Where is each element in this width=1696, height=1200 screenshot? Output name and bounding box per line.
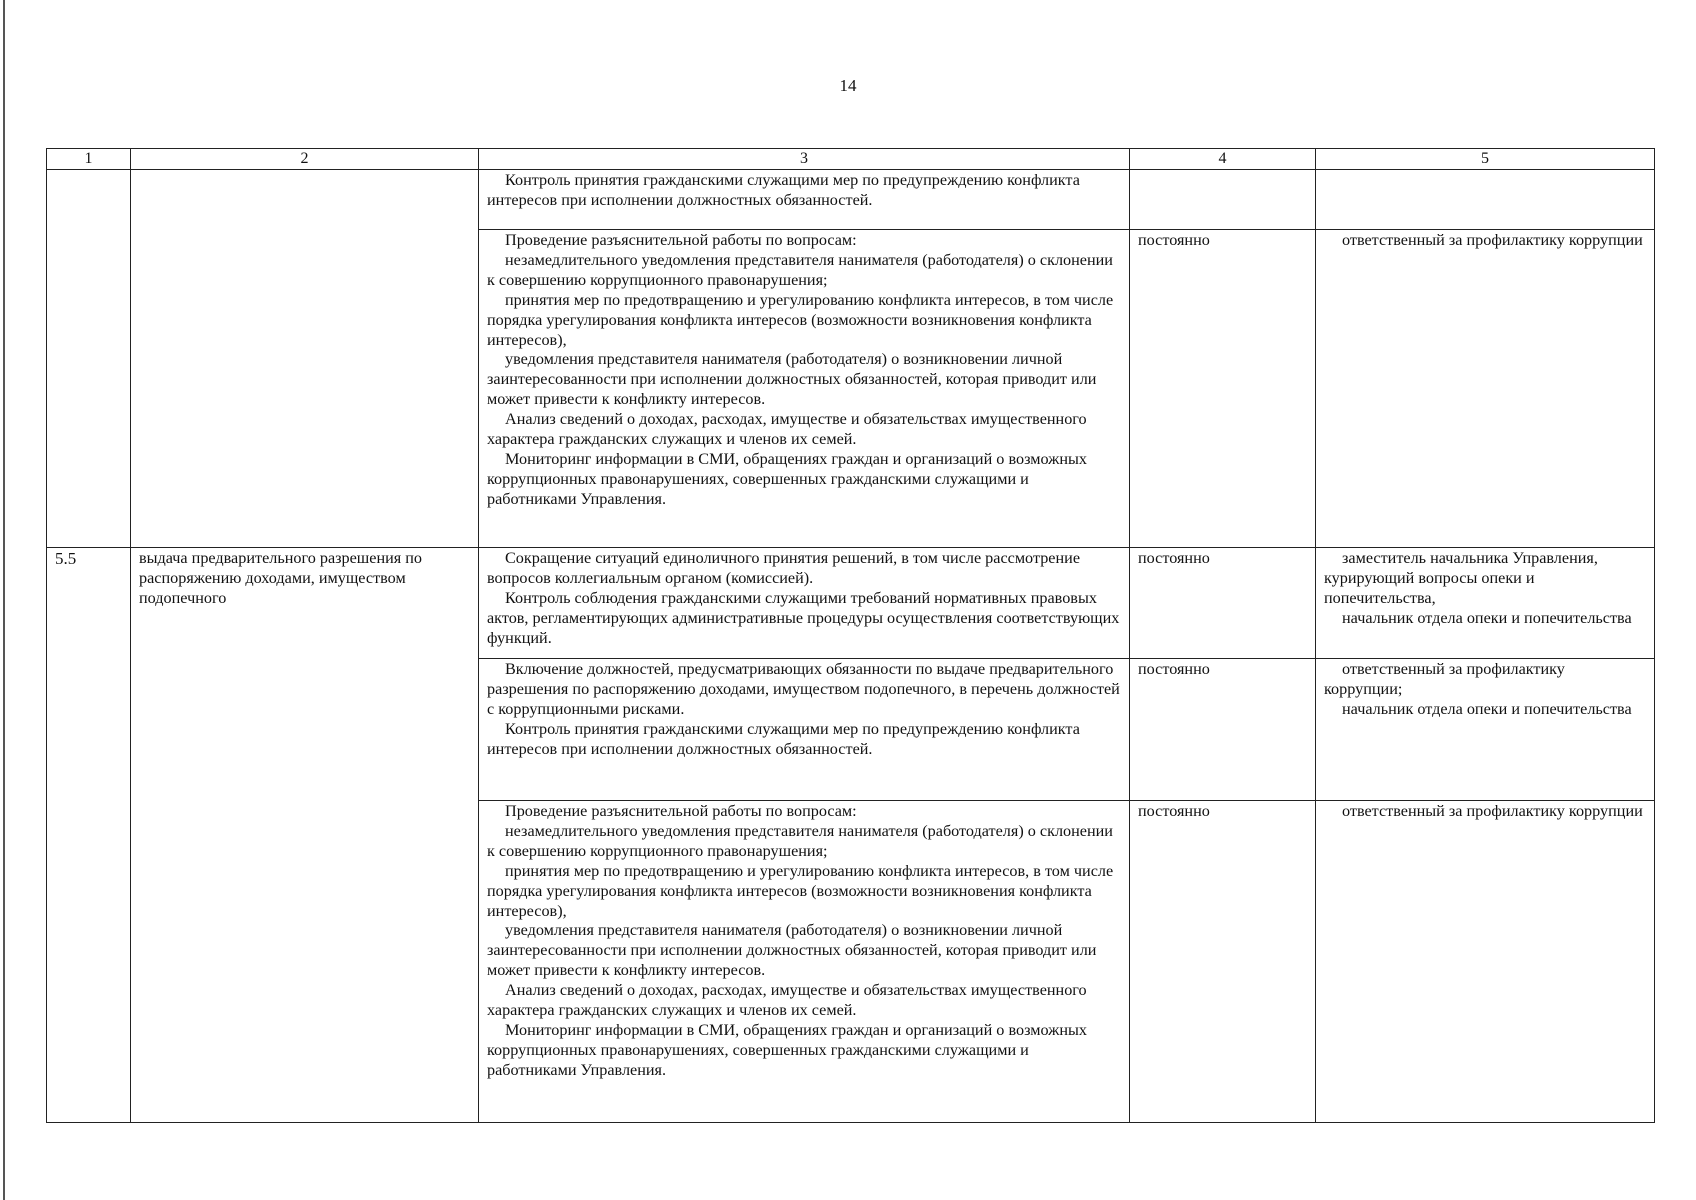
responsible-cell (1316, 548, 1655, 659)
column-header: 2 (131, 149, 479, 170)
responsible-text: заместитель начальника Управления, курирующий вопросы опеки и попечительства, (1324, 549, 1598, 607)
responsible-cell (1316, 659, 1655, 801)
responsible-text: ответственный за профилактику коррупции; (1324, 660, 1565, 698)
measure-text: уведомления представителя нанимателя (работодателя) о возникновении личной заинтересованности при исполнении должностных обязанностей, которая приводит или может привести к конфликту интересов. (487, 350, 1097, 409)
function-cell (131, 170, 479, 548)
measure-text: Сокращение ситуаций единоличного принятия решений, в том числе рассмотрение вопросов коллегиальным органом (комиссией). (487, 549, 1081, 587)
measure-text: Анализ сведений о доходах, расходах, имуществе и обязательствах имущественного характера гражданских служащих и членов их семей. (487, 410, 1087, 449)
table-row (47, 548, 1655, 659)
measure-text: Контроль принятия гражданскими служащими мер по предупреждению конфликта интересов при исполнении должностных обязанностей. (487, 719, 1080, 758)
measures-cell (479, 659, 1130, 801)
measures-cell (479, 170, 1130, 230)
table-row (47, 170, 1655, 230)
responsible-text: ответственный за профилактику коррупции (1342, 231, 1643, 249)
column-header: 1 (47, 149, 131, 170)
responsible-text: начальник отдела опеки и попечительства (1342, 608, 1632, 627)
measure-text: Контроль соблюдения гражданскими служащими требований нормативных правовых актов, регламентирующих административные процедуры осуществления соответствующих функций. (487, 588, 1120, 647)
term-cell: постоянно (1130, 659, 1316, 801)
measure-text: Проведение разъяснительной работы по вопросам: (505, 231, 857, 249)
measure-text: Проведение разъяснительной работы по вопросам: (505, 802, 857, 820)
responsible-cell (1316, 170, 1655, 230)
measure-text: Контроль принятия гражданскими служащими мер по предупреждению конфликта интересов при исполнении должностных обязанностей. (487, 171, 1080, 209)
measures-cell (479, 548, 1130, 659)
measure-text: Мониторинг информации в СМИ, обращениях граждан и организаций о возможных коррупционных правонарушениях, совершенных гражданскими служащими и работниками Управления. (487, 449, 1087, 508)
term-cell: постоянно (1130, 230, 1316, 548)
page-number: 14 (839, 76, 857, 95)
responsible-cell (1316, 230, 1655, 548)
term-cell (1130, 170, 1316, 230)
column-header: 3 (479, 149, 1130, 170)
responsible-cell (1316, 801, 1655, 1123)
table-header-row (47, 149, 1655, 170)
number-cell (47, 170, 131, 548)
measure-text: Включение должностей, предусматривающих обязанности по выдаче предварительного разрешения по распоряжению доходами, имуществом подопечного, в перечень должностей с коррупционными рисками. (487, 660, 1120, 718)
responsible-text: начальник отдела опеки и попечительства (1342, 699, 1632, 718)
function-cell: выдача предварительного разрешения по распоряжению доходами, имуществом подопечного (131, 548, 479, 1123)
measures-cell (479, 801, 1130, 1123)
measure-text: Анализ сведений о доходах, расходах, имуществе и обязательствах имущественного характера гражданских служащих и членов их семей. (487, 981, 1087, 1020)
measure-text: Мониторинг информации в СМИ, обращениях граждан и организаций о возможных коррупционных правонарушениях, совершенных гражданскими служащими и работниками Управления. (487, 1020, 1087, 1079)
term-cell: постоянно (1130, 801, 1316, 1123)
measure-text: принятия мер по предотвращению и урегулированию конфликта интересов, в том числе порядка урегулирования конфликта интересов (возможности возникновения конфликта интересов), (487, 290, 1114, 349)
term-cell: постоянно (1130, 548, 1316, 659)
measure-text: принятия мер по предотвращению и урегулированию конфликта интересов, в том числе порядка урегулирования конфликта интересов (возможности возникновения конфликта интересов), (487, 861, 1114, 920)
page-edge-line (3, 0, 5, 1200)
measures-cell (479, 230, 1130, 548)
responsible-text: ответственный за профилактику коррупции (1342, 802, 1643, 820)
measures-table (46, 148, 1655, 1123)
column-header: 5 (1316, 149, 1655, 170)
item-number: 5.5 (47, 548, 131, 1123)
measure-text: незамедлительного уведомления представителя нанимателя (работодателя) о склонении к совершению коррупционного правонарушения; (487, 821, 1113, 860)
measure-text: уведомления представителя нанимателя (работодателя) о возникновении личной заинтересованности при исполнении должностных обязанностей, которая приводит или может привести к конфликту интересов. (487, 921, 1097, 980)
measure-text: незамедлительного уведомления представителя нанимателя (работодателя) о склонении к совершению коррупционного правонарушения; (487, 250, 1113, 289)
column-header: 4 (1130, 149, 1316, 170)
